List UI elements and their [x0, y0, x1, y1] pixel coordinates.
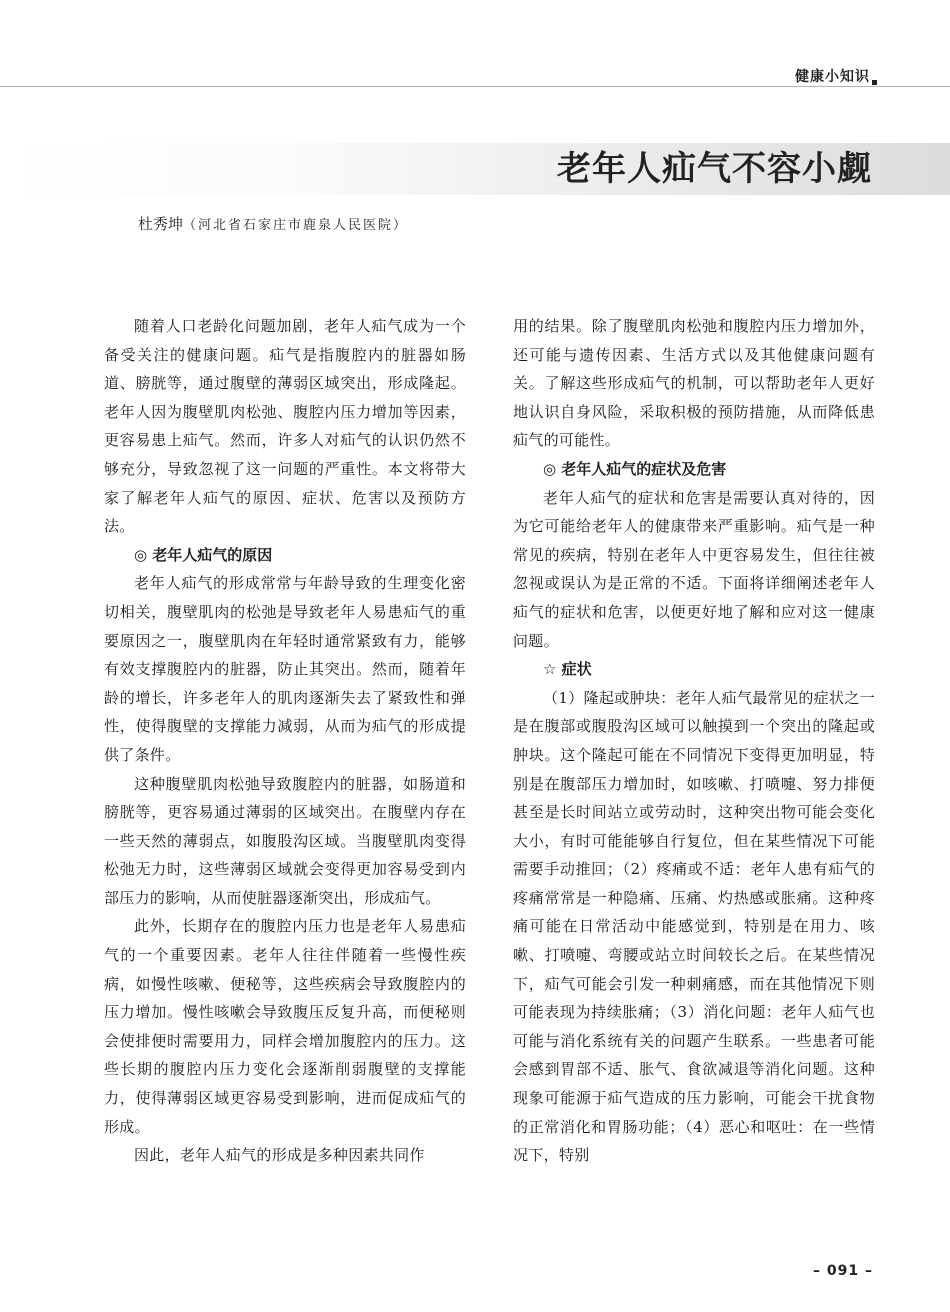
causes-paragraph-3: 此外，长期存在的腹腔内压力也是老年人易患疝气的一个重要因素。老年人往往伴随着一些慢性疾病，如慢性咳嗽、便秘等，这些疾病会导致腹腔内的压力增加。慢性咳嗽会导致腹压反复升高，而便秘则会使排便时需要用力，同样会增加腹腔内的压力。这些长期的腹腔内压力变化会逐渐削弱腹壁的支撑能力，使得薄弱区域更容易受到影响，进而促成疝气的形成。: [104, 917, 466, 1136]
section-heading-symptoms-harms: ◎ 老年人疝气的症状及危害: [543, 459, 727, 478]
page-number: – 091 –: [813, 1263, 873, 1279]
author-name: 杜秀坤: [138, 215, 184, 233]
causes-paragraph-4: 因此，老年人疝气的形成是多种因素共同作: [134, 1146, 425, 1165]
intro-paragraph: 随着人口老龄化问题加剧，老年人疝气成为一个备受关注的健康问题。疝气是指腹腔内的脏器如肠道、膀胱等，通过腹壁的薄弱区域突出，形成隆起。老年人因为腹壁肌肉松弛、腹腔内压力增加等因素，更容易患上疝气。然而，许多人对疝气的认识仍然不够充分，导致忽视了这一问题的严重性。本文将带大家了解老年人疝气的原因、症状、危害以及预防方法。: [104, 317, 466, 536]
symptoms-intro-paragraph: 老年人疝气的症状和危害是需要认真对待的，因为它可能给老年人的健康带来严重影响。疝气是一种常见的疾病，特别在老年人中更容易发生，但往往被忽视或误认为是正常的不适。下面将详细阐述老年人疝气的症状和危害，以便更好地了解和应对这一健康问题。: [513, 488, 875, 650]
symptoms-list-paragraph: （1）隆起或肿块：老年人疝气最常见的症状之一是在腹部或腹股沟区域可以触摸到一个突出的隆起或肿块。这个隆起可能在不同情况下变得更加明显，特别是在腹部压力增加时，如咳嗽、打喷嚏、努力排便甚至是长时间站立或劳动时，这种突出物可能会变化大小，有时可能能够自行复位，但在某些情况下可能需要手动推回；（2）疼痛或不适：老年人患有疝气的疼痛常常是一种隐痛、压痛、灼热感或胀痛。这种疼痛可能在日常活动中能感觉到，特别是在用力、咳嗽、打喷嚏、弯腰或站立时间较长之后。在某些情况下，疝气可能会引发一种刺痛感，而在其他情况下则可能表现为持续胀痛；（3）消化问题：老年人疝气也可能与消化系统有关的问题产生联系。一些患者可能会感到胃部不适、胀气、食欲减退等消化问题。这种现象可能源于疝气造成的压力影响，可能会干扰食物的正常消化和胃肠功能；（4）恶心和呕吐：在一些情况下，特别: [513, 688, 875, 1165]
byline: [138, 213, 408, 234]
right-column: [513, 312, 875, 1170]
causes-paragraph-1: 老年人疝气的形成常常与年龄导致的生理变化密切相关，腹壁肌肉的松弛是导致老年人易患疝气的重要原因之一，腹壁肌肉在年轻时通常紧致有力，能够有效支撑腹腔内的脏器，防止其突出。然而，随着年龄的增长，许多老年人的肌肉逐渐失去了紧致性和弹性，使得腹壁的支撑能力减弱，从而为疝气的形成提供了条件。: [104, 574, 466, 764]
article-title: 老年人疝气不容小觑: [557, 149, 872, 189]
causes-paragraph-4-continued: 用的结果。除了腹壁肌肉松弛和腹腔内压力增加外，还可能与遗传因素、生活方式以及其他健康问题有关。了解这些形成疝气的机制，可以帮助老年人更好地认识自身风险，采取积极的预防措施，从而降低患疝气的可能性。: [513, 317, 875, 450]
causes-paragraph-2: 这种腹壁肌肉松弛导致腹腔内的脏器，如肠道和膀胱等，更容易通过薄弱的区域突出。在腹壁内存在一些天然的薄弱点，如腹股沟区域。当腹壁肌肉变得松弛无力时，这些薄弱区域就会变得更加容易受到内部压力的影响，从而使脏器逐渐突出，形成疝气。: [104, 774, 466, 907]
author-affiliation: （河北省石家庄市鹿泉人民医院）: [183, 218, 409, 233]
section-heading-causes: ◎ 老年人疝气的原因: [134, 545, 273, 564]
section-label: 健康小知识: [795, 69, 870, 85]
left-column: [104, 312, 466, 1170]
header-rule: [0, 86, 950, 87]
section-marker: [872, 80, 877, 85]
subheading-symptoms: ☆ 症状: [543, 660, 592, 679]
